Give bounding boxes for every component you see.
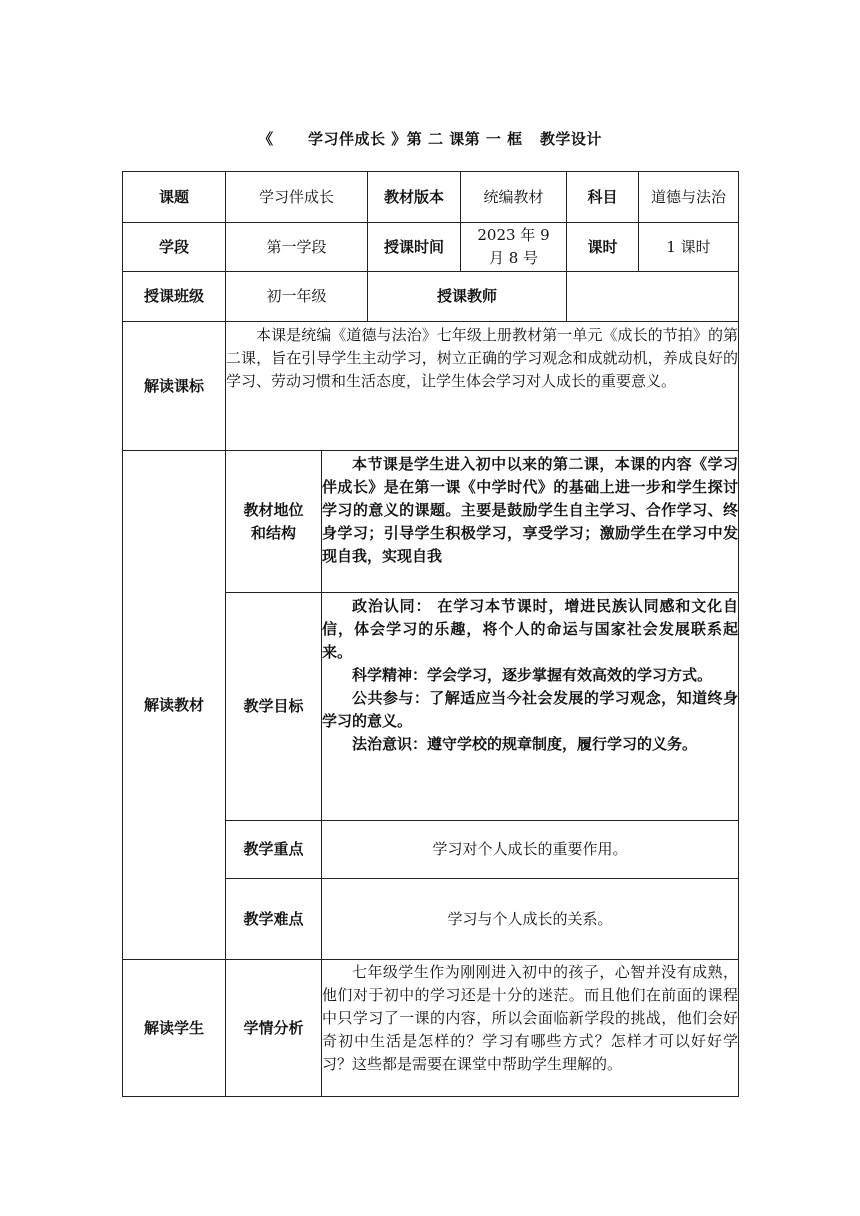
edition-label: 教材版本	[368, 172, 461, 223]
stage-value: 第一学段	[226, 223, 368, 272]
position-text-cell	[322, 451, 739, 593]
students-row	[123, 960, 739, 1097]
info-row-1	[123, 172, 739, 223]
position-label: 教材地位和结构	[226, 451, 322, 593]
subject-label: 科目	[567, 172, 639, 223]
teacher-value	[567, 272, 739, 322]
page-title	[0, 128, 860, 149]
hours-value: 1 课时	[639, 223, 739, 272]
standard-row	[123, 322, 739, 451]
textbook-label: 解读教材	[123, 451, 226, 960]
info-row-2	[123, 223, 739, 272]
hours-label: 课时	[567, 223, 639, 272]
difficulty-label: 教学难点	[226, 879, 322, 960]
goal-public: 公共参与：了解适应当今社会发展的学习观念，知道终身学习的意义。	[322, 689, 739, 730]
teacher-label: 授课教师	[368, 272, 567, 322]
info-row-3	[123, 272, 739, 322]
textbook-position-row	[123, 451, 739, 593]
goal-political: 政治认同： 在学习本节课时，增进民族认同感和文化自信，体会学习的乐趣，将个人的命运与国家社会发展联系起来。	[322, 597, 739, 661]
class-value: 初一年级	[226, 272, 368, 322]
lesson-plan-table	[122, 171, 739, 1097]
title-open-quote: 《	[258, 130, 274, 148]
analysis-text-cell	[322, 960, 739, 1097]
title-lesson-name: 学习伴成长	[308, 130, 386, 148]
standard-text-cell	[226, 322, 739, 451]
topic-value: 学习伴成长	[226, 172, 368, 223]
goals-cell	[322, 593, 739, 821]
analysis-label: 学情分析	[226, 960, 322, 1097]
stage-label: 学段	[123, 223, 226, 272]
title-close-quote: 》	[391, 130, 407, 148]
standard-label: 解读课标	[123, 322, 226, 451]
standard-text: 本课是统编《道德与法治》七年级上册教材第一单元《成长的节拍》的第二课，旨在引导学生主动学习，树立正确的学习观念和成就动机，养成良好的学习、劳动习惯和生活态度，让学生体会学习对人成长的重要意义。	[226, 326, 739, 390]
students-label: 解读学生	[123, 960, 226, 1097]
time-label: 授课时间	[368, 223, 461, 272]
analysis-text: 七年级学生作为刚刚进入初中的孩子，心智并没有成熟，他们对于初中的学习还是十分的迷茫。而且他们在前面的课程中只学习了一课的内容，所以会面临新学段的挑战，他们会好奇初中生活是怎样的？学习有哪些方式？怎样才可以好好学习？这些都是需要在课堂中帮助学生理解的。	[322, 963, 739, 1073]
time-value: 2023 年 9 月 8 号	[461, 223, 567, 272]
class-label: 授课班级	[123, 272, 226, 322]
goals-label: 教学目标	[226, 593, 322, 821]
topic-label: 课题	[123, 172, 226, 223]
goal-law: 法治意识：遵守学校的规章制度，履行学习的义务。	[352, 735, 698, 753]
key-text: 学习对个人成长的重要作用。	[322, 821, 739, 879]
goal-science: 科学精神：学会学习，逐步掌握有效高效的学习方式。	[352, 666, 713, 684]
position-text: 本节课是学生进入初中以来的第二课，本课的内容《学习伴成长》是在第一课《中学时代》的基础上进一步和学生探讨学习的意义的课题。主要是鼓励学生自主学习、合作学习、终身学习；引导学生积极学习，享受学习；激励学生在学习中发现自我，实现自我	[322, 455, 739, 565]
title-rest: 第 二 课第 一 框	[406, 130, 523, 148]
title-suffix: 教学设计	[539, 130, 602, 148]
key-label: 教学重点	[226, 821, 322, 879]
subject-value: 道德与法治	[639, 172, 739, 223]
edition-value: 统编教材	[461, 172, 567, 223]
difficulty-text: 学习与个人成长的关系。	[322, 879, 739, 960]
